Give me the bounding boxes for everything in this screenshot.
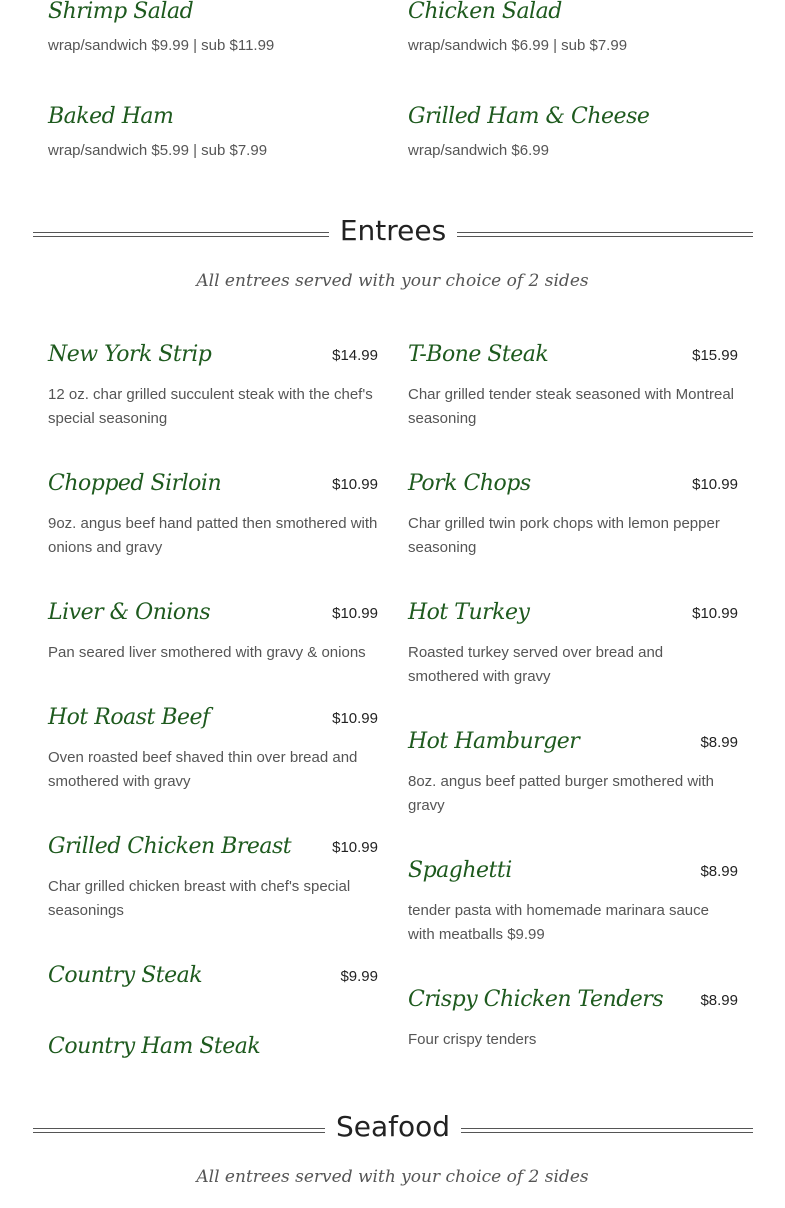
menu-item (408, 103, 738, 163)
menu-item (48, 704, 378, 794)
section-header-entrees (33, 214, 753, 254)
item-desc: wrap/sandwich $6.99 | sub $7.99 (408, 37, 628, 54)
item-price: $8.99 (700, 992, 738, 1009)
item-name: Country Steak (48, 963, 203, 988)
menu-item (48, 599, 378, 665)
item-price: $10.99 (332, 605, 378, 622)
menu-item (48, 1033, 378, 1061)
item-desc: Char grilled twin pork chops with lemon pepper seasoning (408, 515, 720, 556)
item-name: Country Ham Steak (48, 1034, 261, 1059)
menu-item (408, 341, 738, 431)
item-desc: Oven roasted beef shaved thin over bread and smothered with gravy (48, 749, 358, 790)
item-name: Hot Roast Beef (48, 705, 210, 730)
item-name: Spaghetti (408, 858, 512, 883)
item-price: $9.99 (340, 968, 378, 985)
item-desc: Char grilled tender steak seasoned with Montreal seasoning (408, 386, 735, 427)
item-desc: 8oz. angus beef patted burger smothered with gravy (408, 773, 715, 814)
item-desc: 9oz. angus beef hand patted then smothered with onions and gravy (48, 515, 378, 556)
item-price: $10.99 (332, 839, 378, 856)
section-title: Entrees (339, 214, 447, 247)
menu-item (48, 341, 378, 431)
item-desc: tender pasta with homemade marinara sauce with meatballs $9.99 (408, 902, 709, 943)
item-name: Grilled Ham & Cheese (408, 104, 650, 129)
menu-item (408, 857, 738, 947)
menu-item (48, 833, 378, 923)
section-header-seafood (33, 1110, 753, 1150)
item-name: Grilled Chicken Breast (48, 834, 292, 859)
menu-item (408, 0, 738, 58)
section-note: All entrees served with your choice of 2 sides (196, 271, 589, 291)
item-desc: 12 oz. char grilled succulent steak with the chef's special seasoning (48, 386, 373, 427)
menu-item (48, 103, 378, 163)
menu-item (48, 0, 378, 58)
item-name: New York Strip (48, 342, 212, 367)
divider (461, 1128, 753, 1133)
item-price: $8.99 (700, 734, 738, 751)
item-name: Pork Chops (408, 471, 531, 496)
section-note: All entrees served with your choice of 2 sides (196, 1167, 589, 1187)
item-desc: wrap/sandwich $5.99 | sub $7.99 (48, 142, 268, 159)
item-name: Liver & Onions (48, 600, 211, 625)
item-desc: Pan seared liver smothered with gravy & onions (48, 644, 366, 661)
menu-item (408, 599, 738, 689)
item-desc: wrap/sandwich $9.99 | sub $11.99 (48, 37, 275, 54)
item-price: $8.99 (700, 863, 738, 880)
item-price: $15.99 (692, 347, 738, 364)
menu-item (408, 470, 738, 560)
item-price: $10.99 (332, 476, 378, 493)
menu-item (48, 470, 378, 560)
divider (457, 232, 753, 237)
item-name: Chopped Sirloin (48, 471, 222, 496)
item-desc: wrap/sandwich $6.99 (408, 142, 549, 159)
item-name: Hot Hamburger (408, 729, 580, 754)
item-desc: Four crispy tenders (408, 1031, 537, 1048)
item-name: T-Bone Steak (408, 342, 549, 367)
menu-item (48, 962, 378, 990)
section-title: Seafood (335, 1110, 451, 1143)
item-price: $14.99 (332, 347, 378, 364)
item-price: $10.99 (692, 476, 738, 493)
item-name: Hot Turkey (408, 600, 530, 625)
item-name: Chicken Salad (408, 0, 562, 24)
item-name: Shrimp Salad (48, 0, 194, 24)
item-name: Baked Ham (48, 104, 174, 129)
menu-item (408, 728, 738, 818)
item-price: $10.99 (332, 710, 378, 727)
item-name: Crispy Chicken Tenders (408, 987, 664, 1012)
item-price: $10.99 (692, 605, 738, 622)
item-desc: Char grilled chicken breast with chef's special seasonings (48, 878, 351, 919)
item-desc: Roasted turkey served over bread and smothered with gravy (408, 644, 664, 685)
menu-item (408, 986, 738, 1052)
